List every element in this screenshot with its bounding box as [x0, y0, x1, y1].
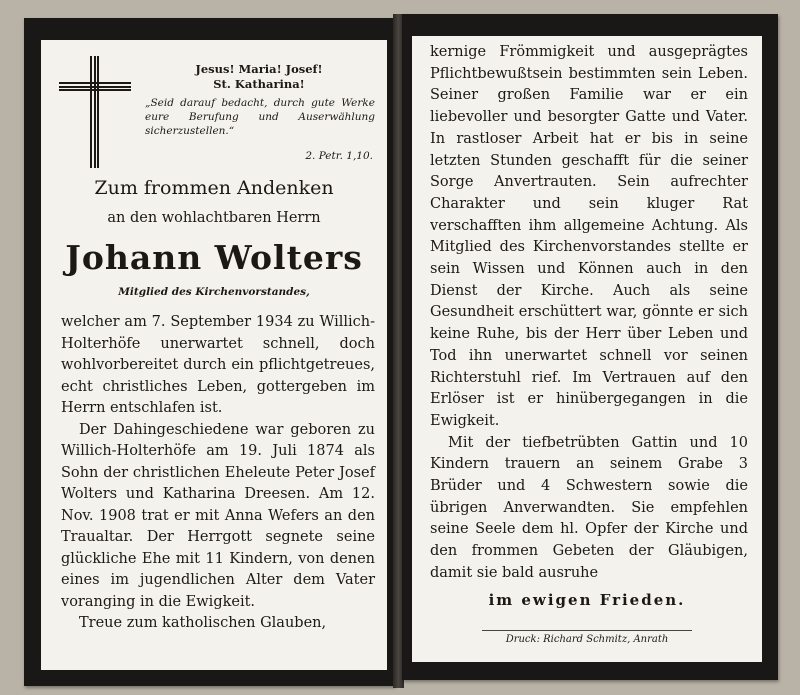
left-memorial-card [24, 18, 395, 686]
invocation [141, 62, 377, 92]
invocation-line-2: St. Katharina! [213, 77, 305, 91]
cross-icon [59, 56, 131, 168]
subheading: an den wohlachtbaren Herrn [107, 210, 321, 226]
closing-line: im ewigen Frieden. [488, 591, 686, 609]
left-card-page [41, 40, 387, 670]
scripture-quote: „Seid darauf bedacht, durch gute Werke eure Berufung und Auserwählung sicherzustellen.“ [145, 97, 375, 137]
printer-credit: Druck: Richard Schmitz, Anrath [505, 634, 669, 645]
paragraph-mourners: Mit der tiefbetrübten Gattin und 10 Kindern trauern an seinem Grabe 3 Brüder und 4 Schwestern sowie die übrigen Anverwandten. Sie empfehlen seine Seele dem hl. Opfer der Kirche und den frommen Gebeten der Gläubigen, damit sie bald ausruhe [430, 434, 748, 581]
deceased-role: Mitglied des Kirchenvorstandes, [118, 286, 310, 298]
paragraph-character: kernige Frömmigkeit und ausgeprägtes Pflichtbewußtsein bestimmten sein Leben. Seiner großen Familie war er ein liebevoller und besorgter Gatte und Vater. In rastloser Arbeit hat er bis in seine letzten Stunden geschafft für die seiner Sorge Anvertrauten. Sein aufrechter Charakter und sein kluger Rat verschafften ihm allgemeine Achtung. Als Mitglied des Kirchenvorstandes stellte er sein Wissen und Können auch in den Dienst der Kirche. Auch als seine Gesundheit erschüttert war, gönnte er sich keine Ruhe, bis der Herr über Leben und Tod ihn unerwartet schnell vor seinen Richterstuhl rief. Im Vertrauen auf den Erlöser ist er hinübergegangen in die Ewigkeit. [430, 44, 748, 429]
scripture-reference: 2. Petr. 1,10. [305, 150, 373, 162]
right-card-page [412, 36, 762, 662]
paragraph-biography: Der Dahingeschiedene war geboren zu Willich-Holterhöfe am 19. Juli 1874 als Sohn der christlichen Eheleute Peter Josef Wolters und Katharina Dreesen. Am 12. Nov. 1908 trat er mit Anna Wefers an den Traualtar. Der Herrgott segnete seine glückliche Ehe mit 11 Kindern, von denen eines im jugendlichen Alter dem Vater voranging in die Ewigkeit. [61, 421, 375, 610]
paragraph-faith-start: Treue zum katholischen Glauben, [79, 615, 327, 631]
paragraph-death: welcher am 7. September 1934 zu Willich-Holterhöfe unerwartet schnell, doch wohlvorbereitet durch ein pflichtgetreues, echt christliches Leben, gottergeben im Herrn entschlafen ist. [61, 314, 375, 416]
right-body-text [430, 42, 748, 585]
invocation-line-1: Jesus! Maria! Josef! [195, 62, 323, 76]
deceased-name: Johann Wolters [65, 238, 363, 277]
right-memorial-card [402, 14, 778, 680]
left-body-text [61, 312, 375, 635]
printer-divider [482, 630, 692, 631]
heading: Zum frommen Andenken [94, 177, 334, 199]
